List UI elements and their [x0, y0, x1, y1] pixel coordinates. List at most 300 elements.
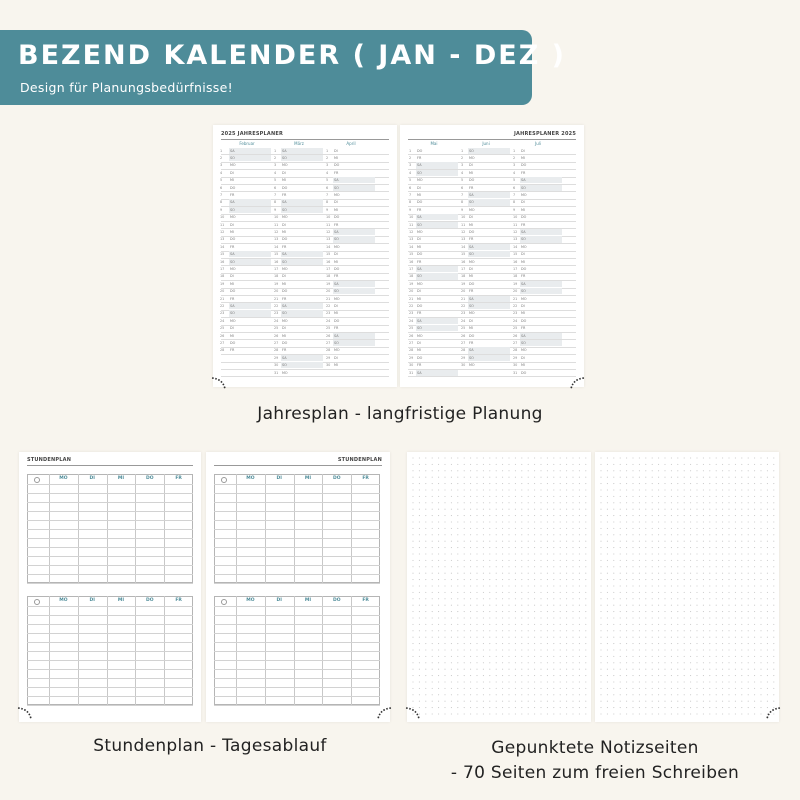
dot — [620, 598, 621, 599]
dot — [444, 528, 445, 529]
dot — [690, 598, 691, 599]
dot — [639, 598, 640, 599]
dot — [645, 669, 646, 670]
dot — [767, 464, 768, 465]
timetable-left-page — [19, 452, 201, 722]
weekday-abbrev: DO — [469, 229, 475, 234]
dot — [626, 617, 627, 618]
row-rule — [27, 565, 193, 566]
day-number: 30 — [461, 363, 466, 368]
row-rule — [214, 484, 380, 485]
weekday-abbrev: DI — [521, 200, 525, 205]
dot — [613, 598, 614, 599]
dot — [534, 649, 535, 650]
dot — [735, 681, 736, 682]
dot — [451, 707, 452, 708]
row-rule — [408, 154, 576, 155]
dot — [566, 662, 567, 663]
dot — [652, 528, 653, 529]
dot — [703, 688, 704, 689]
dot — [585, 477, 586, 478]
dot — [528, 675, 529, 676]
dot — [754, 707, 755, 708]
dot — [470, 579, 471, 580]
weekday-abbrev: SA — [282, 200, 287, 205]
dot — [748, 553, 749, 554]
weekend-shade — [520, 288, 562, 294]
dot — [438, 701, 439, 702]
dot — [748, 496, 749, 497]
dot — [664, 681, 665, 682]
day-number: 25 — [409, 326, 414, 331]
dot — [572, 496, 573, 497]
dot — [457, 547, 458, 548]
dot — [677, 707, 678, 708]
dot — [709, 585, 710, 586]
dot — [540, 547, 541, 548]
row-rule — [27, 606, 193, 607]
dot — [626, 637, 627, 638]
dot — [496, 624, 497, 625]
month-label: Mai — [430, 141, 438, 146]
dot — [451, 509, 452, 510]
dot — [451, 701, 452, 702]
day-number: 19 — [220, 281, 225, 286]
dot — [457, 489, 458, 490]
dot — [508, 553, 509, 554]
row-rule — [27, 484, 193, 485]
dot — [703, 701, 704, 702]
dot — [508, 592, 509, 593]
dot — [690, 573, 691, 574]
day-number: 21 — [274, 296, 279, 301]
dot — [658, 669, 659, 670]
dot — [773, 579, 774, 580]
dot — [572, 573, 573, 574]
dot — [600, 547, 601, 548]
dot — [722, 579, 723, 580]
dot — [470, 541, 471, 542]
dot — [515, 611, 516, 612]
day-number: 11 — [326, 222, 331, 227]
day-number: 17 — [409, 266, 414, 271]
dot — [464, 681, 465, 682]
dot — [585, 496, 586, 497]
dot — [560, 515, 561, 516]
dot — [540, 675, 541, 676]
weekday-abbrev: MI — [469, 326, 473, 331]
dot — [600, 643, 601, 644]
dot — [696, 573, 697, 574]
dot-grid — [595, 452, 779, 722]
weekday-abbrev: SA — [230, 303, 235, 308]
day-number: 21 — [513, 296, 518, 301]
dot — [696, 701, 697, 702]
dot — [652, 630, 653, 631]
dot — [534, 624, 535, 625]
dot — [489, 688, 490, 689]
dot — [677, 688, 678, 689]
dot — [652, 669, 653, 670]
weekday-abbrev: DI — [521, 355, 525, 360]
dot — [438, 553, 439, 554]
dot — [639, 509, 640, 510]
weekend-shade — [520, 177, 562, 183]
day-number: 18 — [274, 274, 279, 279]
day-number: 11 — [461, 222, 466, 227]
dot — [483, 637, 484, 638]
dot — [722, 509, 723, 510]
dot — [419, 464, 420, 465]
weekend-shade — [468, 355, 510, 361]
dot — [639, 694, 640, 695]
dot — [767, 630, 768, 631]
dot — [677, 496, 678, 497]
dot — [508, 521, 509, 522]
dot — [709, 624, 710, 625]
dot — [508, 624, 509, 625]
dot — [760, 688, 761, 689]
dot — [528, 477, 529, 478]
dot — [600, 694, 601, 695]
dot — [709, 566, 710, 567]
dot — [489, 637, 490, 638]
dot — [690, 681, 691, 682]
dot — [760, 675, 761, 676]
dot — [457, 643, 458, 644]
day-number: 15 — [513, 252, 518, 257]
weekday-abbrev: DI — [469, 163, 473, 168]
dot — [722, 470, 723, 471]
dot — [645, 489, 646, 490]
dot — [735, 579, 736, 580]
dot — [735, 483, 736, 484]
dot — [748, 579, 749, 580]
dot — [457, 541, 458, 542]
dot — [760, 541, 761, 542]
dot — [572, 553, 573, 554]
weekday-abbrev: MI — [334, 155, 338, 160]
dot — [457, 592, 458, 593]
dot — [767, 649, 768, 650]
dot — [528, 573, 529, 574]
dot — [658, 560, 659, 561]
dot — [560, 528, 561, 529]
dot — [639, 707, 640, 708]
dot — [639, 585, 640, 586]
dot — [451, 547, 452, 548]
day-number: 11 — [409, 222, 414, 227]
dot — [521, 457, 522, 458]
dot — [508, 701, 509, 702]
dot — [560, 573, 561, 574]
notes-left-page — [407, 452, 591, 722]
dot — [579, 509, 580, 510]
dot — [470, 566, 471, 567]
dot — [671, 585, 672, 586]
dot — [483, 489, 484, 490]
day-header-di: DI — [89, 598, 95, 603]
dot — [677, 605, 678, 606]
weekday-abbrev: MO — [230, 318, 236, 323]
dot — [579, 502, 580, 503]
dot — [534, 470, 535, 471]
dot — [489, 649, 490, 650]
dot — [677, 624, 678, 625]
dot — [632, 579, 633, 580]
dot — [748, 509, 749, 510]
dot — [553, 713, 554, 714]
dot — [547, 675, 548, 676]
dot — [620, 515, 621, 516]
dot — [502, 489, 503, 490]
dot — [457, 553, 458, 554]
weekday-abbrev: DO — [334, 266, 340, 271]
dot — [645, 534, 646, 535]
day-number: 26 — [274, 333, 279, 338]
day-number: 14 — [409, 244, 414, 249]
day-number: 2 — [326, 155, 329, 160]
dot — [626, 470, 627, 471]
dot — [748, 489, 749, 490]
dot — [432, 598, 433, 599]
dot — [671, 573, 672, 574]
weekday-abbrev: MO — [334, 348, 340, 353]
dot — [671, 624, 672, 625]
dot — [690, 528, 691, 529]
dot — [664, 521, 665, 522]
dot — [425, 489, 426, 490]
dot — [735, 675, 736, 676]
dot — [547, 560, 548, 561]
dot — [703, 477, 704, 478]
dot — [632, 675, 633, 676]
dot — [626, 483, 627, 484]
dot — [412, 477, 413, 478]
dot — [444, 483, 445, 484]
dot — [540, 528, 541, 529]
day-number: 27 — [513, 340, 518, 345]
day-number: 22 — [409, 303, 414, 308]
weekday-abbrev: DO — [417, 355, 423, 360]
dot — [419, 534, 420, 535]
dot — [645, 553, 646, 554]
dot — [684, 707, 685, 708]
dot — [600, 688, 601, 689]
weekend-shade — [281, 355, 323, 361]
dot — [620, 605, 621, 606]
weekday-abbrev: SA — [334, 281, 339, 286]
dot — [508, 649, 509, 650]
day-number: 11 — [513, 222, 518, 227]
dot — [432, 489, 433, 490]
dot — [773, 681, 774, 682]
page-corner-mark — [376, 706, 392, 720]
dot — [722, 573, 723, 574]
dot — [483, 573, 484, 574]
dot — [521, 573, 522, 574]
weekday-abbrev: DO — [469, 178, 475, 183]
dot — [620, 502, 621, 503]
dot — [652, 502, 653, 503]
dot — [684, 637, 685, 638]
dot — [607, 541, 608, 542]
dot — [613, 592, 614, 593]
dot — [677, 457, 678, 458]
dot — [483, 496, 484, 497]
dot — [579, 547, 580, 548]
dot — [483, 528, 484, 529]
dot — [696, 681, 697, 682]
day-number: 4 — [461, 170, 464, 175]
weekday-abbrev: SA — [469, 244, 474, 249]
dot — [645, 694, 646, 695]
dot — [716, 617, 717, 618]
dot — [728, 688, 729, 689]
dot — [658, 477, 659, 478]
dot — [754, 585, 755, 586]
dot — [528, 592, 529, 593]
dot — [754, 496, 755, 497]
dot — [572, 592, 573, 593]
dot — [773, 662, 774, 663]
dot — [677, 585, 678, 586]
dot — [515, 502, 516, 503]
dot — [696, 598, 697, 599]
dot — [703, 611, 704, 612]
dot — [502, 649, 503, 650]
day-header-di: DI — [276, 476, 282, 481]
dot — [658, 643, 659, 644]
weekday-abbrev: MO — [521, 244, 527, 249]
weekday-abbrev: MO — [469, 259, 475, 264]
dot — [432, 681, 433, 682]
dot — [716, 643, 717, 644]
weekend-shade — [416, 370, 458, 376]
dot — [600, 496, 601, 497]
dot — [451, 637, 452, 638]
day-number: 14 — [274, 244, 279, 249]
dot — [728, 656, 729, 657]
dot — [489, 694, 490, 695]
day-header-fr: FR — [175, 476, 182, 481]
dot — [632, 662, 633, 663]
dot — [572, 483, 573, 484]
day-number: 7 — [220, 192, 223, 197]
day-number: 16 — [409, 259, 414, 264]
dot — [620, 701, 621, 702]
dot — [677, 528, 678, 529]
dot — [741, 643, 742, 644]
dot — [540, 707, 541, 708]
dot — [432, 656, 433, 657]
dot — [444, 611, 445, 612]
day-number: 16 — [513, 259, 518, 264]
dot — [639, 630, 640, 631]
dot — [741, 579, 742, 580]
dot — [600, 617, 601, 618]
dot — [560, 656, 561, 657]
dot — [639, 464, 640, 465]
dot — [741, 573, 742, 574]
dot — [722, 611, 723, 612]
dot — [585, 707, 586, 708]
dot — [639, 643, 640, 644]
day-number: 5 — [409, 178, 412, 183]
weekday-abbrev: SA — [282, 355, 287, 360]
dot — [684, 669, 685, 670]
dot — [553, 566, 554, 567]
dot — [438, 694, 439, 695]
dot — [632, 643, 633, 644]
dot — [547, 656, 548, 657]
dot — [658, 547, 659, 548]
dot — [664, 489, 665, 490]
dot — [470, 656, 471, 657]
dot — [645, 649, 646, 650]
dot — [664, 649, 665, 650]
dot — [425, 483, 426, 484]
dot — [566, 713, 567, 714]
dot — [741, 656, 742, 657]
dot — [613, 470, 614, 471]
dot — [470, 585, 471, 586]
dot — [432, 541, 433, 542]
dot — [652, 592, 653, 593]
row-rule — [27, 651, 193, 652]
dot — [534, 502, 535, 503]
dot — [760, 509, 761, 510]
dot — [451, 541, 452, 542]
dot — [508, 502, 509, 503]
dot — [457, 649, 458, 650]
dot — [607, 502, 608, 503]
dot — [534, 579, 535, 580]
dot — [483, 509, 484, 510]
dot — [432, 464, 433, 465]
dot — [579, 630, 580, 631]
dot — [502, 662, 503, 663]
dot — [716, 605, 717, 606]
dot — [626, 649, 627, 650]
dot — [696, 624, 697, 625]
dot — [600, 707, 601, 708]
weekday-abbrev: SA — [521, 281, 526, 286]
dot — [560, 675, 561, 676]
dot — [547, 617, 548, 618]
dot — [438, 649, 439, 650]
dot — [773, 470, 774, 471]
dot — [540, 649, 541, 650]
dot — [664, 605, 665, 606]
dot — [502, 713, 503, 714]
dot — [547, 489, 548, 490]
dot — [607, 470, 608, 471]
dot — [470, 662, 471, 663]
dot — [728, 579, 729, 580]
dot — [553, 489, 554, 490]
dot — [483, 617, 484, 618]
weekday-abbrev: MO — [417, 229, 423, 234]
dot — [451, 688, 452, 689]
weekday-abbrev: MO — [469, 207, 475, 212]
dot — [626, 585, 627, 586]
dot — [690, 457, 691, 458]
dot — [419, 701, 420, 702]
weekend-shade — [281, 303, 323, 309]
dot — [438, 585, 439, 586]
dot — [722, 637, 723, 638]
